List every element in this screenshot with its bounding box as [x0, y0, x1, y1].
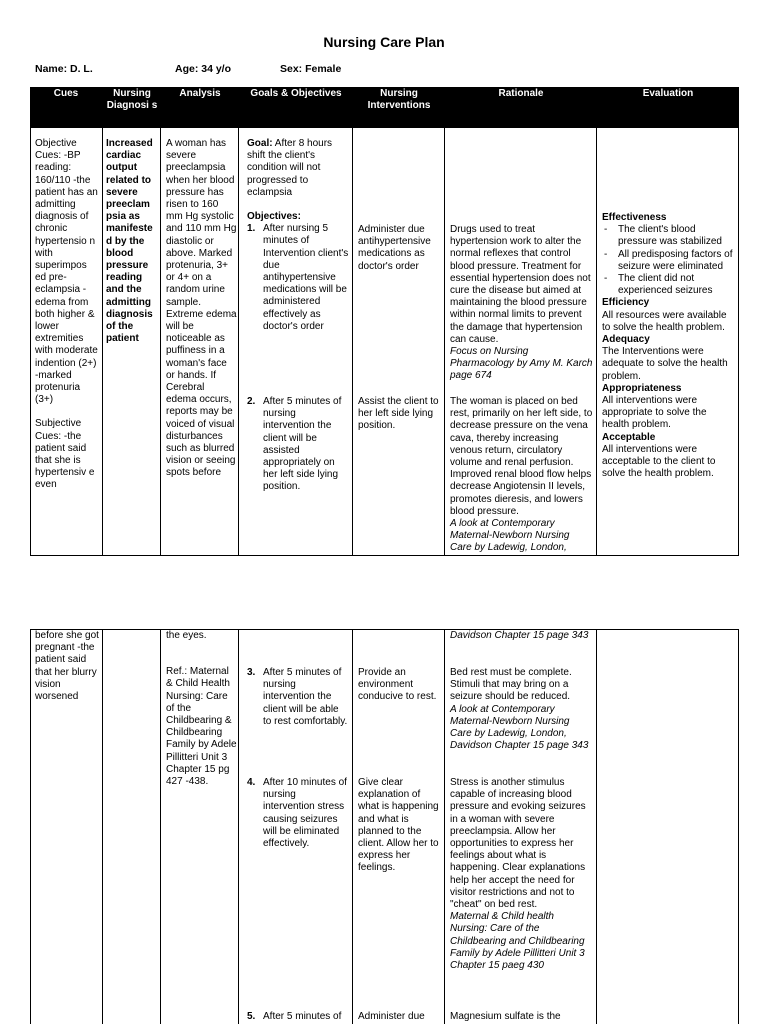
list-item: - The client did not experienced seizures [602, 273, 736, 297]
objective-number: 4. [247, 777, 256, 788]
objective-text: After 5 minutes of nursing intervention the client will be assisted appropriately on her left side lying position. [263, 396, 342, 493]
rationale-item [450, 1011, 593, 1023]
goal-text: After 8 hours shift the client's condition will not progressed to eclampsia [247, 138, 333, 198]
rationale-reference: Maternal & Child health Nursing: Care of the Childbearing and Childbearing Family by Adele Pillitteri Unit 3 Chapter 15 paeg 430 [450, 911, 585, 972]
column-divider [738, 629, 739, 1024]
column-divider [352, 127, 353, 556]
objective-number: 1. [247, 223, 256, 235]
objective-item [247, 396, 349, 494]
column-divider [596, 629, 597, 1024]
goal-statement [247, 138, 349, 199]
header-goals: Goals & Objectives [250, 88, 342, 99]
rationale-text: Stress is another stimulus capable of increasing blood pressure and evoking seizures in a woman with severe preeclampsia. Allow her opportunities to express her feelings about what is happening. Clear explanations help her accept the need for visitor restrictions and not to "cheat" on bed rest. [450, 777, 586, 911]
acceptable-label: Acceptable [602, 431, 656, 443]
objective-item [247, 1011, 349, 1023]
nursing-diagnosis-cell: Increased cardiac output related to severe preeclam psia as manifeste d by the blood pressure reading and the admitting diagnosis of the patient [106, 138, 153, 345]
patient-name: Name: D. L. [35, 63, 93, 75]
header-cues: Cues [53, 88, 79, 99]
header-evaluation: Evaluation [642, 88, 694, 99]
appropriateness-text: All interventions were appropriate to solve the health problem. [602, 395, 707, 431]
objective-text: After 10 minutes of nursing intervention stress causing seizures will be eliminated effectively. [263, 777, 347, 850]
header-nursing-diagnosis: Nursing Diagnosi s [106, 88, 158, 111]
acceptable-text: All interventions were acceptable to the client to solve the health problem. [602, 443, 716, 480]
evaluation-cell [602, 212, 736, 480]
objective-text: After 5 minutes of [263, 1011, 342, 1022]
intervention-item: Assist the client to her left side lying position. [358, 396, 439, 432]
rationale-text: The woman is placed on bed rest, primarily on her left side, to decrease pressure on the vena cava, thereby increasing venous return, circulatory volume and renal perfusion. Improved renal blood flow helps decrease Angiotensin II levels, promotes dieresis, and lowers blood pressure. [450, 396, 593, 517]
rationale-reference: Focus on Nursing Pharmacology by Amy M. Karch page 674 [450, 346, 593, 382]
column-divider [102, 127, 103, 556]
analysis-text: the eyes. [166, 630, 207, 641]
appropriateness-label: Appropriateness [602, 382, 682, 394]
rationale-reference: Davidson Chapter 15 page 343 [450, 630, 589, 641]
rationale-item [450, 396, 593, 555]
objectives-label: Objectives: [247, 211, 301, 223]
rationale-item [450, 777, 593, 972]
rationale-item [450, 667, 593, 752]
column-divider [444, 127, 445, 556]
intervention-item: Administer due antihypertensive medications as doctor's order [358, 224, 431, 272]
objective-number: 5. [247, 1011, 256, 1022]
column-divider [102, 629, 103, 1024]
objective-item [247, 223, 349, 333]
list-item: - All predisposing factors of seizure were eliminated [602, 249, 736, 273]
cues-cell [35, 138, 99, 492]
column-divider [596, 127, 597, 556]
rationale-text: Bed rest must be complete. Stimuli that may bring on a seizure should be reduced. [450, 667, 572, 703]
column-divider [238, 629, 239, 1024]
column-divider [444, 629, 445, 1024]
adequacy-text: The Interventions were adequate to solve the health problem. [602, 346, 728, 382]
analysis-reference: Ref.: Maternal & Child Health Nursing: Care of the Childbearing & Childbearing Family by Adele Pillitteri Unit 3 Chapter 15 pg 427 -438. [166, 666, 237, 788]
column-divider [352, 629, 353, 1024]
goals-cell [247, 138, 349, 333]
analysis-cell: A woman has severe preeclampsia when her blood pressure has risen to 160 mm Hg systolic and 110 mm Hg diastolic or above. Marked protenuria, 3+ or 4+ on a random urine sample. Extreme edema will be noticeable as puffiness in a woman's face or hands. If Cerebral edema occurs, reports may be voiced of visual disturbances such as blurred vision or seeing spots before [166, 138, 237, 479]
cues-cell: before she got pregnant -the patient said that her blurry vision worsened [35, 630, 99, 703]
analysis-cell [166, 630, 237, 788]
column-divider [160, 629, 161, 1024]
goal-label: Goal: [247, 138, 273, 149]
objective-text: After 5 minutes of nursing intervention the client will be able to rest comfortably. [263, 667, 348, 727]
objective-cues: Objective Cues: -BP reading: 160/110 -the patient has an admitting diagnosis of chronic hypertensio n with superimpos ed pre-eclampsia -edema from both higher & lower extremities with moderate indention (2+) -marked protenuria (3+) [35, 138, 98, 406]
column-divider [738, 87, 739, 556]
rationale-reference: A look at Contemporary Maternal-Newborn Nursing Care by Ladewig, London, [450, 518, 570, 554]
header-rationale: Rationale [498, 88, 544, 99]
efficiency-label: Efficiency [602, 297, 650, 309]
column-divider [238, 127, 239, 556]
column-divider [30, 87, 31, 556]
rationale-item [450, 224, 593, 383]
intervention-item: Administer due [358, 1011, 425, 1022]
objective-item [247, 777, 349, 850]
header-analysis: Analysis [179, 88, 221, 99]
intervention-item: Provide an environment conducive to rest. [358, 667, 437, 703]
objective-number: 2. [247, 396, 256, 407]
row-top-border [30, 127, 739, 128]
adequacy-label: Adequacy [602, 334, 650, 346]
rationale-text: Drugs used to treat hypertension work to alter the normal reflexes that control blood pressure. Treatment for essential hypertension does not cure the disease but aimed at maintaining the blood pressure within normal limits to prevent the damage that hypertension can cause. [450, 224, 591, 345]
subjective-cues: Subjective Cues: -the patient said that she is hypertensiv e even [35, 418, 95, 491]
patient-sex: Sex: Female [280, 63, 342, 75]
rationale-reference: A look at Contemporary Maternal-Newborn Nursing Care by Ladewig, London, Davidson Chapter 15 page 343 [450, 703, 589, 752]
intervention-item: Give clear explanation of what is happening and what is planned to the client. Allow her to express her feelings. [358, 777, 439, 874]
row-top-border [30, 629, 739, 630]
effectiveness-label: Effectiveness [602, 212, 667, 223]
list-item: - The client's blood pressure was stabilized [602, 224, 736, 248]
header-interventions: Nursing Interventions [367, 88, 431, 111]
document-title: Nursing Care Plan [323, 34, 445, 50]
patient-age: Age: 34 y/o [175, 63, 232, 75]
column-divider [30, 629, 31, 1024]
efficiency-text: All resources were available to solve the health problem. [602, 309, 727, 333]
rationale-text: Magnesium sulfate is the [450, 1011, 561, 1022]
objective-number: 3. [247, 667, 256, 678]
column-divider [160, 127, 161, 556]
objective-text: After nursing 5 minutes of Intervention client's due antihypertensive medications will be administered effectively as doctor's order [263, 223, 349, 332]
objective-item [247, 667, 349, 728]
row-bottom-border [30, 555, 739, 556]
effectiveness-list [602, 224, 736, 297]
